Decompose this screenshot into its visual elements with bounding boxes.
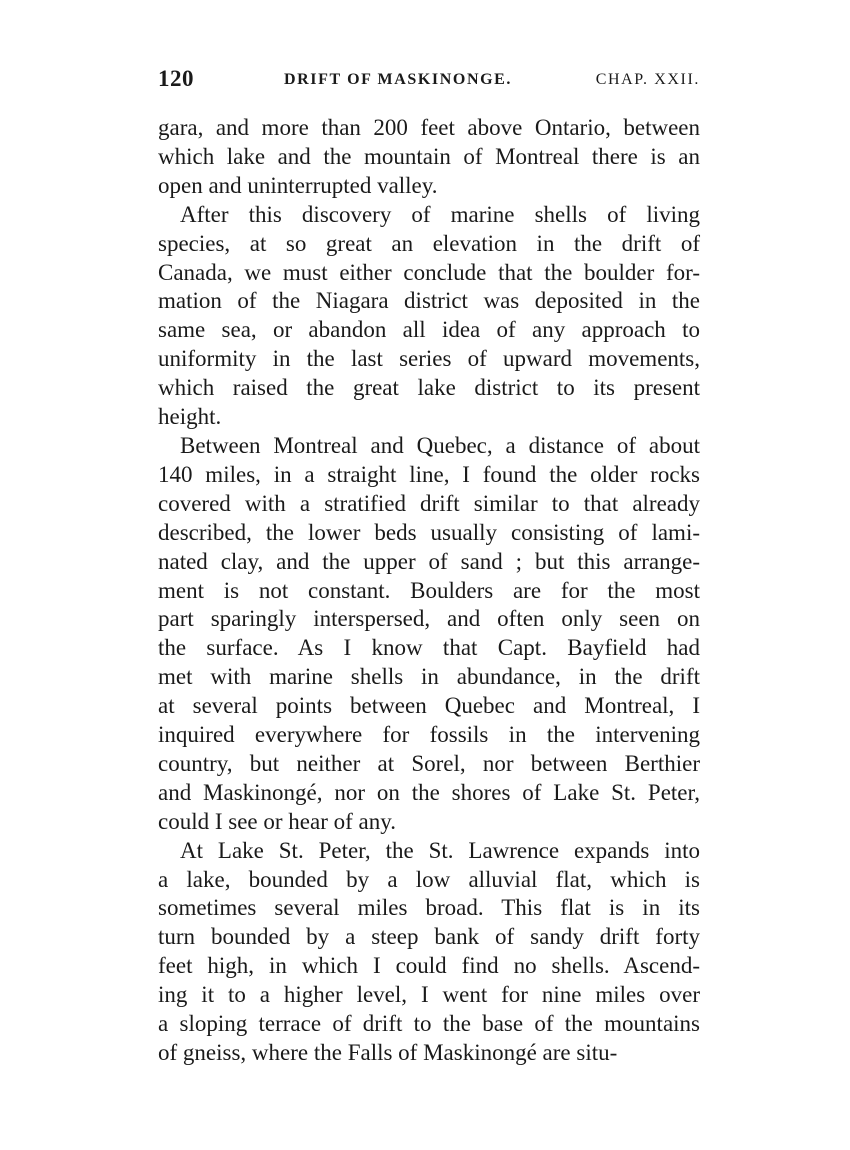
text-line: At Lake St. Peter, the St. Lawrence expands into	[180, 837, 700, 863]
text-line: Canada, we must either conclude that the boulder for-	[158, 259, 700, 285]
paragraph	[158, 432, 700, 837]
text-line: 140 miles, in a straight line, I found the older rocks	[158, 461, 700, 487]
chapter-reference: CHAP. XXII.	[595, 71, 700, 88]
text-line: could I see or hear of any.	[158, 808, 396, 834]
text-line: height.	[158, 404, 222, 430]
text-line: covered with a stratified drift similar to that already	[158, 490, 700, 516]
text-line: same sea, or abandon all idea of any approach to	[158, 317, 700, 343]
paragraph	[158, 837, 700, 1068]
text-line: country, but neither at Sorel, nor between Berthier	[158, 750, 700, 776]
paragraph	[158, 201, 700, 432]
text-line: ing it to a higher level, I went for nine miles over	[158, 982, 700, 1008]
text-line: uniformity in the last series of upward movements,	[158, 346, 700, 372]
running-head	[158, 66, 700, 96]
text-line: nated clay, and the upper of sand ; but this arrange-	[158, 548, 700, 574]
text-line: part sparingly interspersed, and often only seen on	[158, 606, 700, 632]
text-line: a sloping terrace of drift to the base of the mountains	[158, 1011, 700, 1037]
text-line: turn bounded by a steep bank of sandy drift forty	[158, 924, 700, 950]
text-line: Between Montreal and Quebec, a distance of about	[180, 432, 700, 458]
text-line: After this discovery of marine shells of living	[180, 201, 700, 227]
text-line: described, the lower beds usually consisting of lami-	[158, 519, 700, 545]
paragraph	[158, 114, 700, 201]
text-line: species, at so great an elevation in the drift of	[158, 230, 700, 256]
text-line: at several points between Quebec and Montreal, I	[158, 693, 700, 719]
text-line: sometimes several miles broad. This flat is in its	[158, 895, 700, 921]
text-line: which raised the great lake district to its present	[158, 375, 700, 401]
text-line: mation of the Niagara district was deposited in the	[158, 288, 700, 314]
page-number: 120	[158, 66, 194, 91]
text-line: a lake, bounded by a low alluvial flat, which is	[158, 866, 700, 892]
text-line: the surface. As I know that Capt. Bayfield had	[158, 635, 700, 661]
text-line: feet high, in which I could find no shells. Ascend-	[158, 953, 700, 979]
text-line: open and uninterrupted valley.	[158, 172, 438, 198]
text-line: of gneiss, where the Falls of Maskinongé are situ-	[158, 1040, 618, 1065]
text-line: gara, and more than 200 feet above Ontario, between	[158, 115, 700, 140]
text-line: ment is not constant. Boulders are for the most	[158, 577, 700, 603]
text-line: which lake and the mountain of Montreal there is an	[158, 143, 700, 169]
text-line: met with marine shells in abundance, in the drift	[158, 664, 700, 690]
body-text	[158, 114, 700, 1068]
running-title: DRIFT OF MASKINONGE.	[284, 71, 513, 88]
text-line: and Maskinongé, nor on the shores of Lake St. Peter,	[158, 779, 700, 805]
text-line: inquired everywhere for fossils in the intervening	[158, 722, 700, 748]
